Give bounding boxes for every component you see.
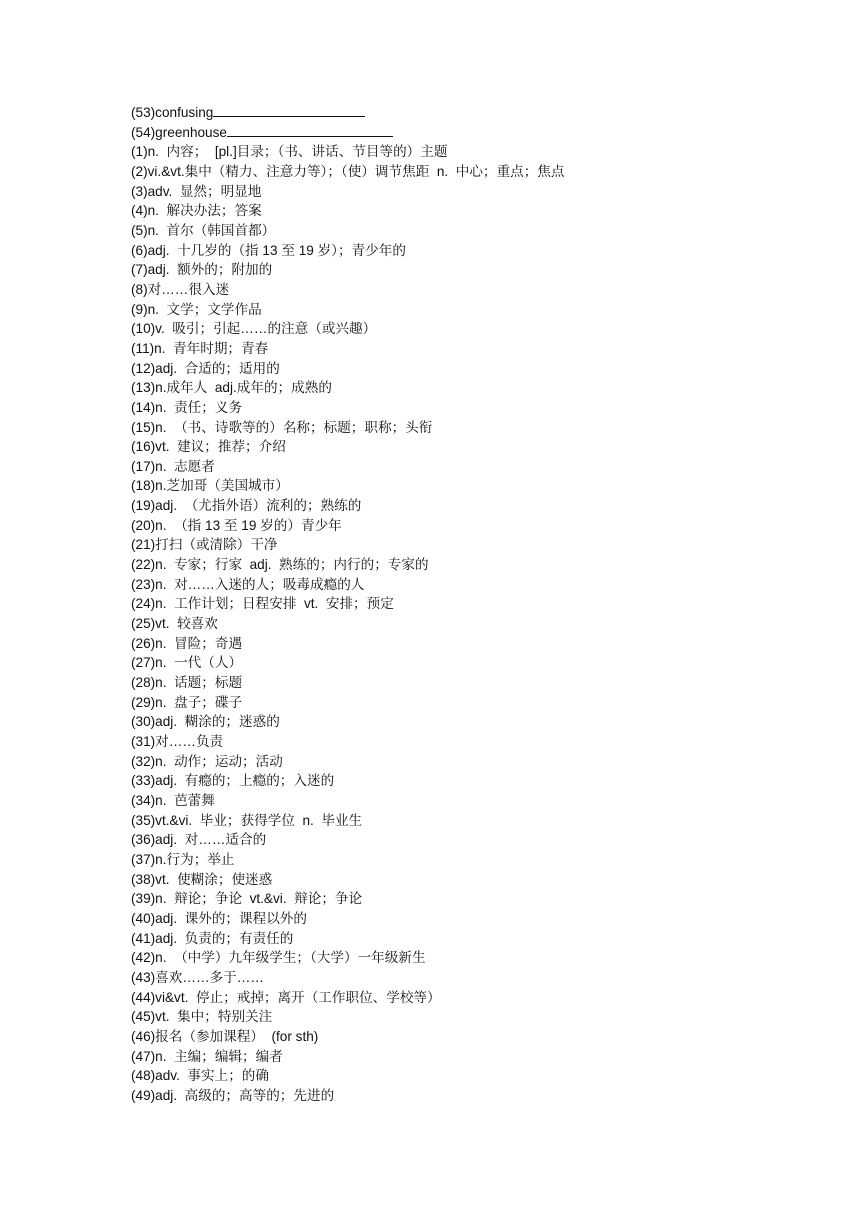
vocab-entry: (13)n.成年人 adj.成年的；成熟的 <box>131 380 332 396</box>
vocab-entry: (21)打扫（或清除）干净 <box>131 537 278 553</box>
vocab-lines <box>131 142 811 1105</box>
vocab-entry: (31)对……负责 <box>131 734 224 749</box>
vocab-entry: (29)n. 盘子；碟子 <box>131 694 243 710</box>
vocab-entry: (5)n. 首尔（韩国首都） <box>131 222 276 238</box>
vocab-entry: (32)n. 动作；运动；活动 <box>131 753 283 769</box>
vocab-entry: (47)n. 主编；编辑；编者 <box>131 1048 283 1064</box>
vocab-entry: (27)n. 一代（人） <box>131 655 243 671</box>
answer-blank[interactable] <box>213 103 365 117</box>
vocab-entry: (37)n.行为；举止 <box>131 851 235 867</box>
vocab-entry: (34)n. 芭蕾舞 <box>131 792 215 808</box>
fill-in-line <box>131 103 811 123</box>
vocab-entry: (12)adj. 合适的；适用的 <box>131 360 280 376</box>
vocab-entry: (6)adj. 十几岁的（指 13 至 19 岁）；青少年的 <box>131 242 406 258</box>
vocab-entry: (22)n. 专家；行家 adj. 熟练的；内行的；专家的 <box>131 557 429 573</box>
vocab-entry: (38)vt. 使糊涂；使迷惑 <box>131 871 273 887</box>
vocab-entry: (16)vt. 建议；推荐；介绍 <box>131 439 286 455</box>
vocab-entry: (41)adj. 负责的；有责任的 <box>131 930 294 946</box>
vocab-entry: (45)vt. 集中；特别关注 <box>131 1009 273 1025</box>
vocab-entry: (40)adj. 课外的；课程以外的 <box>131 910 307 926</box>
vocab-entry: (1)n. 内容； [pl.]目录；（书、讲话、节目等的）主题 <box>131 144 448 160</box>
fill-in-word: (53)confusing <box>131 105 214 120</box>
vocab-entry: (24)n. 工作计划；日程安排 vt. 安排；预定 <box>131 596 394 612</box>
vocab-entry: (26)n. 冒险；奇遇 <box>131 635 243 651</box>
vocab-entry: (15)n. （书、诗歌等的）名称；标题；职称；头衔 <box>131 419 433 435</box>
vocab-entry: (20)n. （指 13 至 19 岁的）青少年 <box>131 517 342 533</box>
fill-in-line <box>131 123 811 143</box>
vocab-entry: (2)vi.&vt.集中（精力、注意力等）；（使）调节焦距 n. 中心；重点；焦点 <box>131 163 565 179</box>
vocab-entry: (48)adv. 事实上；的确 <box>131 1068 269 1084</box>
vocab-entry: (18)n.芝加哥（美国城市） <box>131 478 289 494</box>
fill-in-word: (54)greenhouse <box>131 124 227 140</box>
vocab-entry: (35)vt.&vi. 毕业；获得学位 n. 毕业生 <box>131 812 363 828</box>
vocab-entry: (7)adj. 额外的；附加的 <box>131 262 273 278</box>
vocab-entry: (33)adj. 有瘾的；上瘾的；入迷的 <box>131 773 335 789</box>
vocab-entry: (39)n. 辩论；争论 vt.&vi. 辩论；争论 <box>131 891 363 907</box>
vocab-entry: (46)报名（参加课程） (for sth) <box>131 1028 319 1044</box>
vocab-entry: (28)n. 话题；标题 <box>131 675 243 691</box>
vocab-entry: (17)n. 志愿者 <box>131 458 215 474</box>
vocab-entry: (25)vt. 较喜欢 <box>131 616 218 632</box>
vocab-entry: (9)n. 文学；文学作品 <box>131 301 262 317</box>
vocab-entry: (44)vi&vt. 停止；戒掉；离开（工作职位、学校等） <box>131 989 441 1005</box>
vocab-entry: (36)adj. 对……适合的 <box>131 832 267 848</box>
vocab-entry: (30)adj. 糊涂的；迷惑的 <box>131 714 280 730</box>
vocabulary-list <box>131 103 811 1105</box>
vocab-entry: (42)n. （中学）九年级学生；（大学）一年级新生 <box>131 950 426 966</box>
vocab-entry: (3)adv. 显然；明显地 <box>131 183 262 199</box>
vocab-entry: (43)喜欢……多于…… <box>131 969 264 985</box>
answer-blank[interactable] <box>227 123 393 137</box>
vocab-entry: (14)n. 责任；义务 <box>131 399 243 415</box>
vocab-entry: (4)n. 解决办法；答案 <box>131 203 262 219</box>
vocab-entry: (11)n. 青年时期；青春 <box>131 340 269 356</box>
vocab-entry: (23)n. 对……入迷的人；吸毒成瘾的人 <box>131 576 365 592</box>
vocab-entry: (49)adj. 高级的；高等的；先进的 <box>131 1087 335 1103</box>
vocab-entry: (19)adj. （尤指外语）流利的；熟练的 <box>131 498 362 514</box>
vocab-entry: (8)对……很入迷 <box>131 281 230 297</box>
vocab-entry: (10)v. 吸引；引起……的注意（或兴趣） <box>131 321 377 337</box>
